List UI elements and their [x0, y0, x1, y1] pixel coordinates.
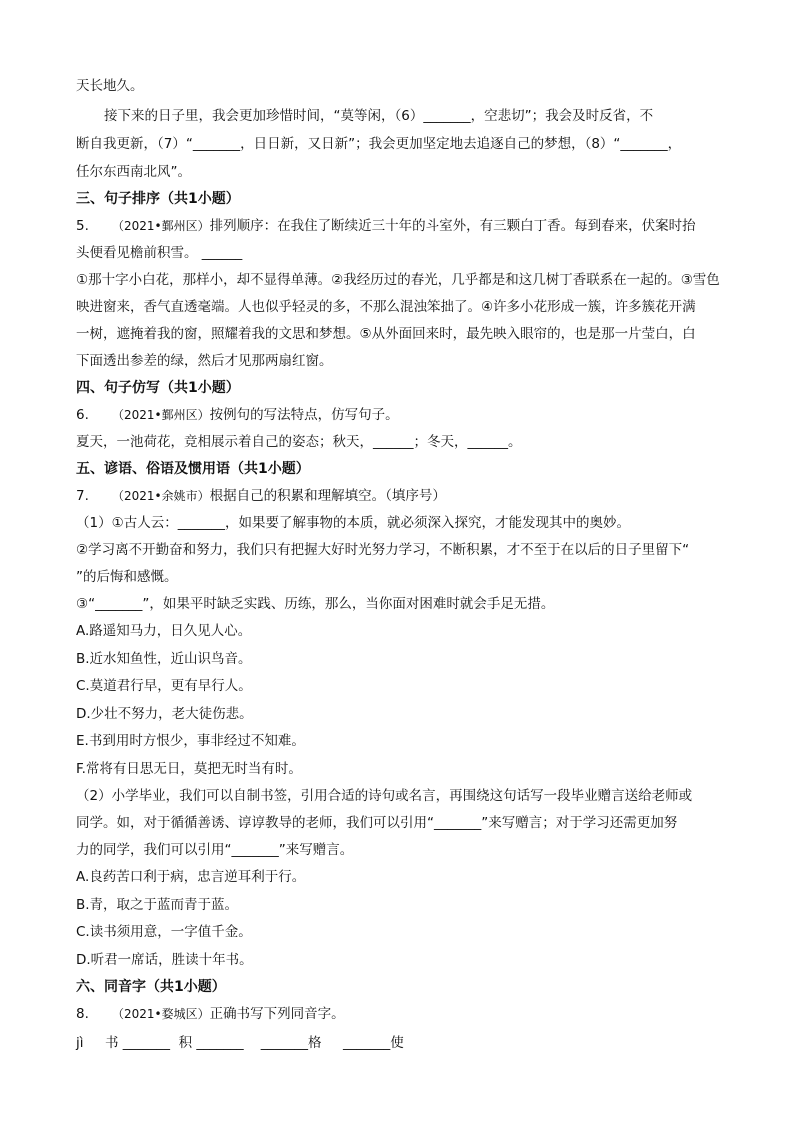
section-heading: 三、句子排序（共1小题） [76, 191, 240, 207]
option-b: B.青，取之于蓝而青于蓝。 [76, 896, 239, 913]
question-source: （2021•鄞州区） [112, 219, 210, 233]
question-6 [76, 402, 720, 429]
text-line: 同学。如，对于循循善诱、谆谆教导的老师，我们可以引用“_______”来写赠言；对于学习还需更加努 [76, 815, 678, 831]
question-source: （2021•余姚市） [112, 489, 210, 503]
text-line: 断自我更新，（7）“_______，日日新，又日新”；我会更加坚定地去追逐自己的梦想，（8）“_______， [76, 136, 682, 152]
question-text: 根据自己的积累和理解填空。（填序号） [209, 488, 446, 504]
question-number: 8. [76, 1006, 89, 1022]
option-a: A.路遥知马力，日久见人心。 [76, 623, 252, 639]
question-text: 正确书写下列同音字。 [209, 1006, 345, 1022]
text-line: 接下来的日子里，我会更加珍惜时间，“莫等闲，（6）_______，空悲切”；我会及时反省，不 [104, 108, 654, 124]
option-c: C.读书须用意，一字值千金。 [76, 924, 252, 940]
section-heading: 五、谚语、俗语及惯用语（共1小题） [76, 461, 310, 477]
text-line: ”的后悔和感慨。 [76, 569, 178, 585]
text-line: 夏天，一池荷花，竞相展示着自己的姿态；秋天，______；冬天，______。 [76, 434, 522, 450]
section-heading: 四、句子仿写（共1小题） [76, 380, 240, 396]
question-5 [76, 213, 720, 240]
text-line: 映进窗来，香气直透毫端。人也似乎轻灵的多，不那么混浊笨拙了。④许多小花形成一簇，许多簇花开满 [76, 299, 696, 315]
option-a: A.良药苦口利于病，忠言逆耳利于行。 [76, 869, 306, 885]
question-source: （2021•鄞州区） [112, 408, 210, 422]
option-e: E.书到用时方恨少，事非经过不知难。 [76, 733, 305, 749]
question-text: 头便看见檐前积雪。 ______ [76, 245, 243, 261]
option-b: B.近水知鱼性，近山识鸟音。 [76, 650, 252, 667]
question-number: 7. [76, 488, 89, 504]
question-number: 5. [76, 218, 89, 234]
question-7 [76, 483, 720, 510]
text-line: （2）小学毕业，我们可以自制书签，引用合适的诗句或名言，再围绕这句话写一段毕业赠言送给老师或 [76, 788, 693, 804]
section-heading: 六、同音字（共1小题） [76, 979, 226, 995]
question-number: 6. [76, 407, 89, 423]
option-d: D.少壮不努力，老大徒伤悲。 [76, 705, 253, 722]
text-line: （1）①古人云：_______，如果要了解事物的本质，就必须深入探究，才能发现其中的奥妙。 [76, 515, 630, 531]
question-text: 排列顺序：在我住了断续近三十年的斗室外，有三颗白丁香。每到春来，伏案时抬 [209, 218, 696, 234]
text-line: ①那十字小白花，那样小，却不显得单薄。②我经历过的春光，几乎都是和这几树丁香联系在一起的。③雪色 [76, 272, 720, 288]
document-page [76, 72, 720, 1057]
option-f: F.常将有日思无日，莫把无时当有时。 [76, 760, 302, 777]
question-text: 按例句的写法特点，仿写句子。 [209, 407, 399, 423]
text-line: 天长地久。 [76, 78, 144, 94]
option-d: D.听君一席话，胜读十年书。 [76, 951, 253, 968]
homophone-row: jì 书 _______ 积 _______ _______格 _______使 [76, 1035, 404, 1051]
text-line: 下面透出参差的绿，然后才见那两扇红窗。 [76, 353, 333, 369]
text-line: 一树，遮掩着我的窗，照耀着我的文思和梦想。⑤从外面回来时，最先映入眼帘的，也是那一片莹白，白 [76, 326, 696, 342]
option-c: C.莫道君行早，更有早行人。 [76, 678, 252, 694]
question-source: （2021•婺城区） [112, 1007, 210, 1021]
text-line: 力的同学，我们可以引用“_______”来写赠言。 [76, 842, 354, 858]
question-8 [76, 1001, 720, 1028]
text-line: ③“_______”，如果平时缺乏实践、历练，那么，当你面对困难时就会手足无措。 [76, 596, 555, 612]
text-line: 任尔东西南北风”。 [76, 164, 191, 180]
text-line: ②学习离不开勤奋和努力，我们只有把握大好时光努力学习，不断积累，才不至于在以后的日子里留下“ [76, 542, 690, 558]
